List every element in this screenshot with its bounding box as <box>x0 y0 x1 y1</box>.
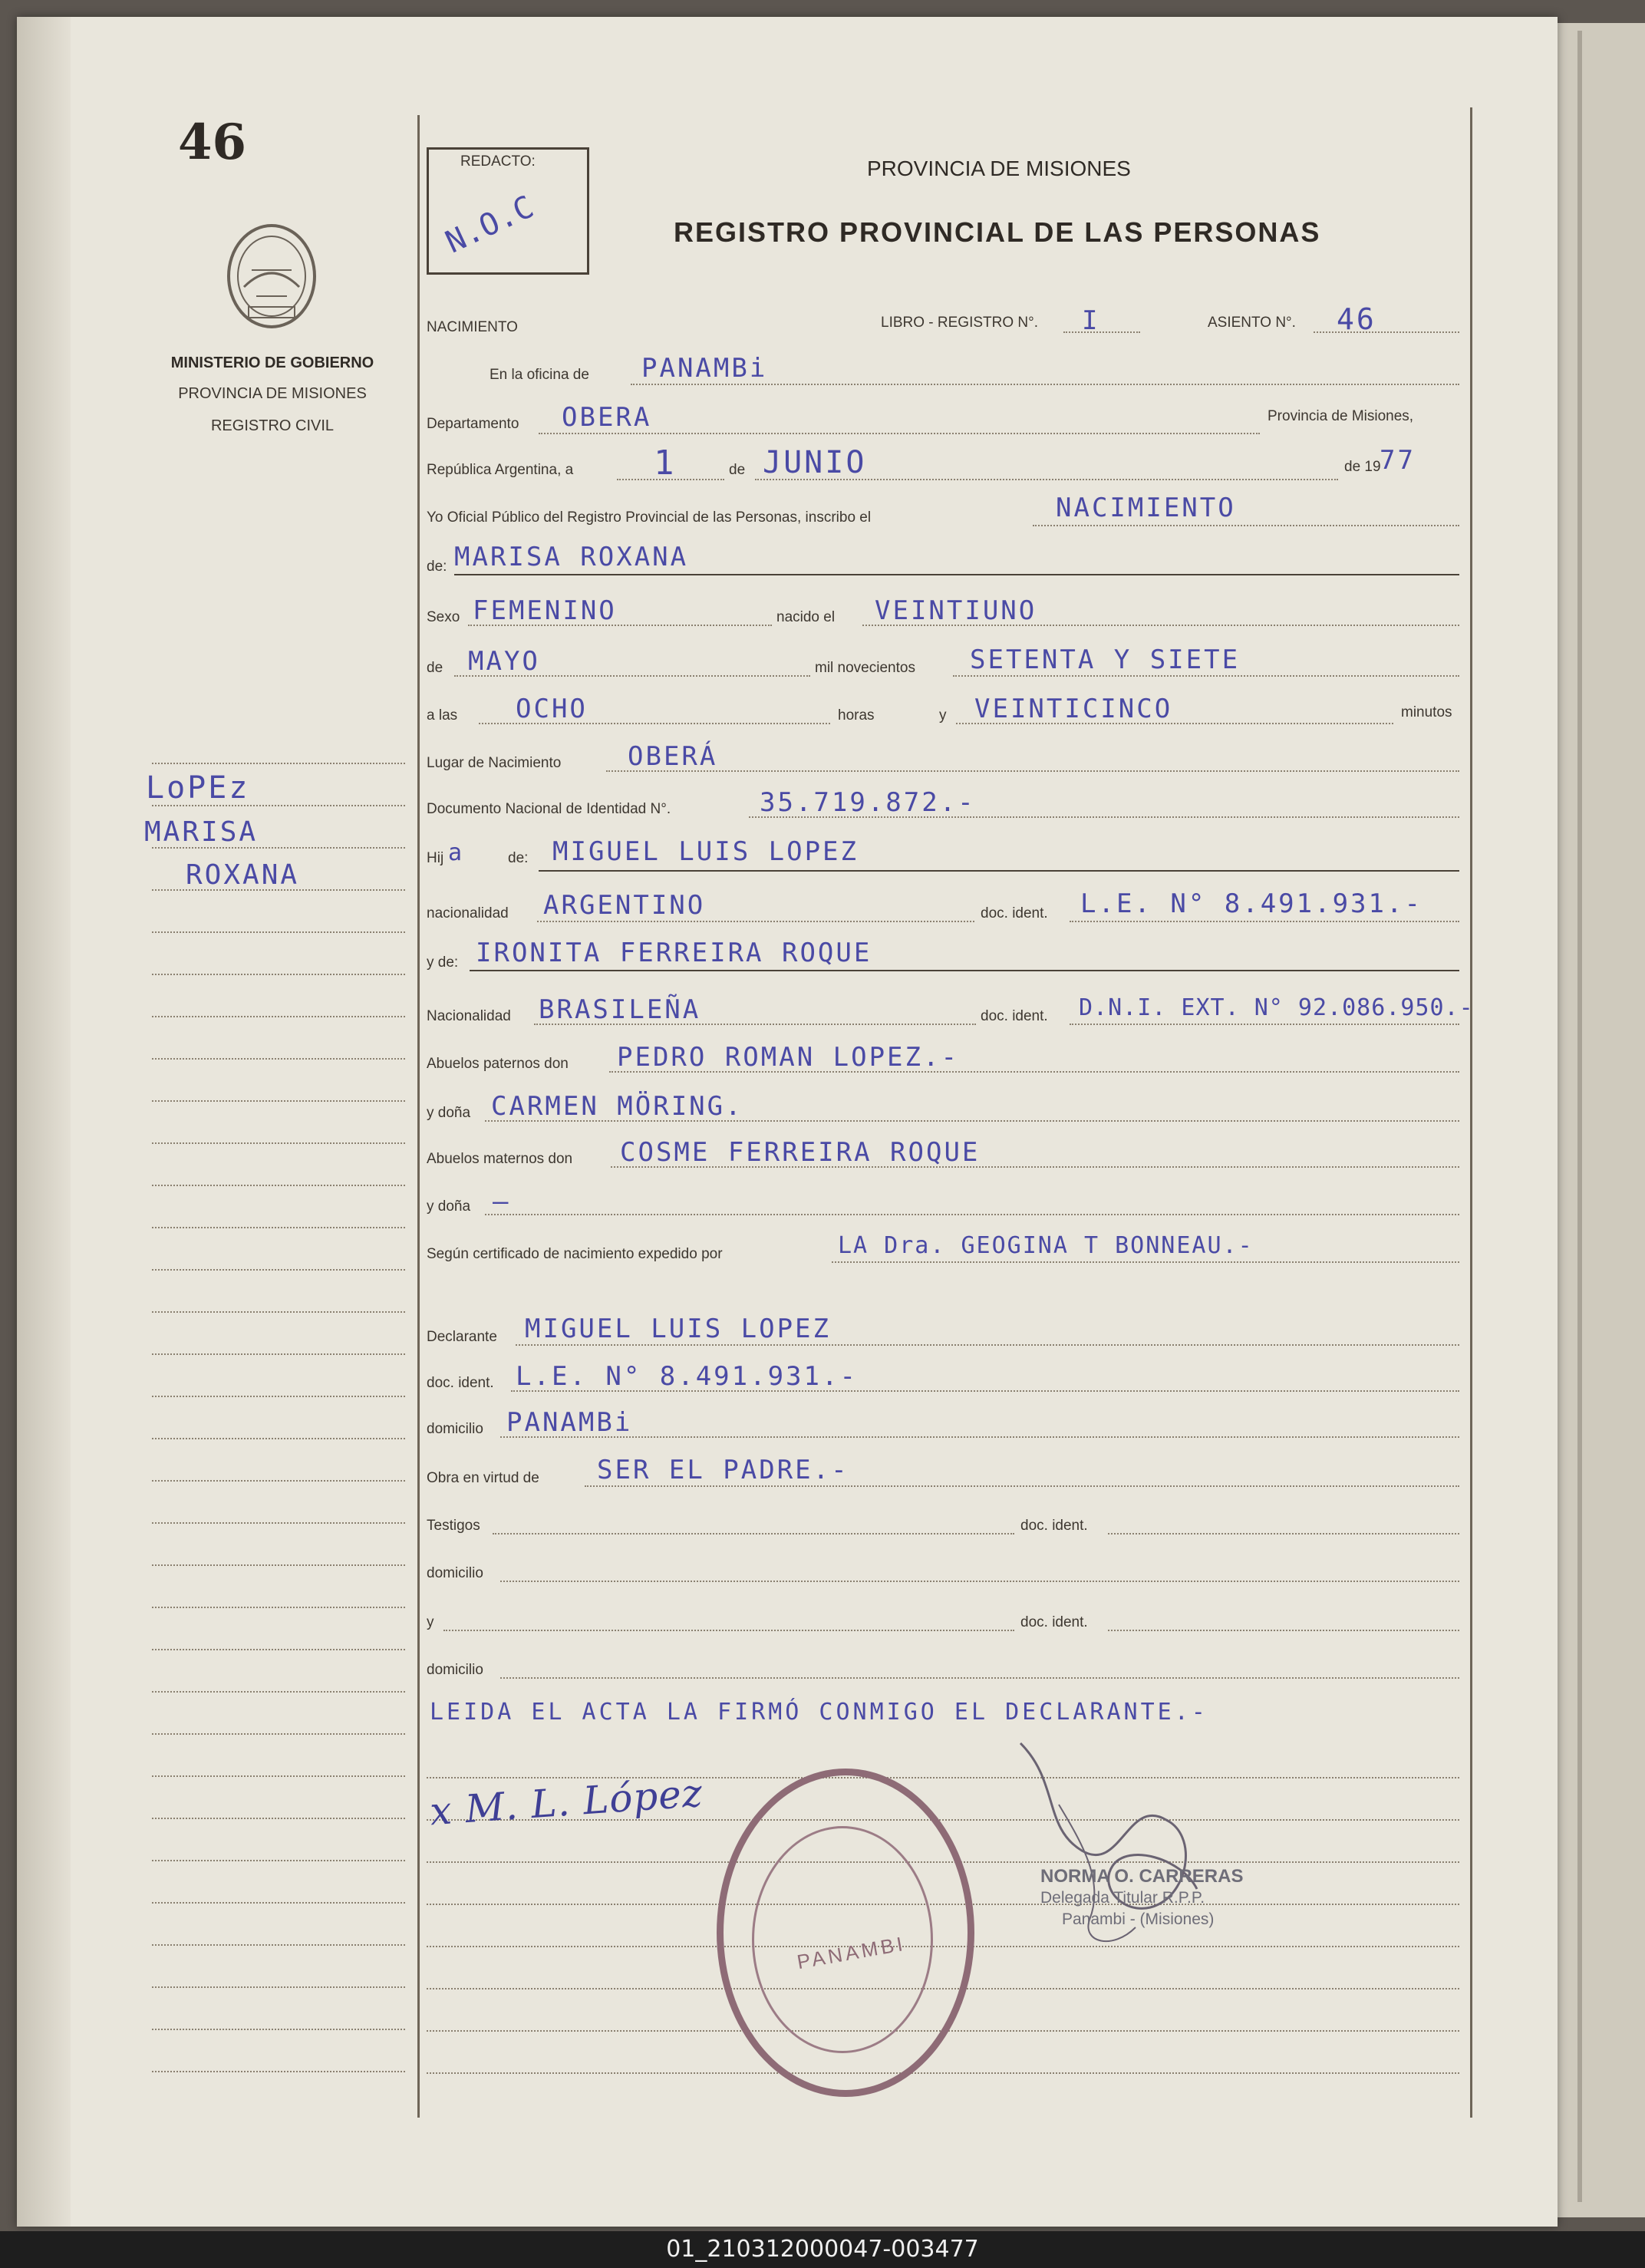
father-underline <box>539 870 1459 872</box>
witness2-line <box>443 1630 1014 1631</box>
margin-rule-line <box>152 1818 405 1819</box>
margin-rule-line <box>152 1522 405 1524</box>
obra-value: SER EL PADRE.- <box>597 1455 849 1485</box>
page-number: 46 <box>178 114 247 171</box>
margin-rule-line <box>152 1944 405 1946</box>
minutos-label: minutos <box>1401 704 1452 720</box>
margin-rule-line <box>152 1227 405 1228</box>
seal-place-text: PANAMBI <box>795 1931 908 1974</box>
asiento-label: ASIENTO N°. <box>1208 315 1296 331</box>
margin-rule-line <box>152 974 405 975</box>
father-doc-line <box>1070 921 1459 922</box>
mother-doc-line <box>1070 1024 1459 1025</box>
image-caption: 01_210312000047-003477 <box>0 2231 1645 2268</box>
day-de-label: de <box>729 462 746 478</box>
margin-rule-line <box>152 1902 405 1904</box>
margin-rule-line <box>152 1058 405 1060</box>
paternal-grandfather-label: Abuelos paternos don <box>427 1056 569 1072</box>
alas-label: a las <box>427 707 458 724</box>
margin-note-second-name: ROXANA <box>186 859 300 891</box>
witness1-address-line <box>500 1581 1459 1582</box>
oficina-value: PANAMBi <box>641 353 768 384</box>
father-doc-label: doc. ident. <box>981 905 1048 921</box>
certificate-value: LA Dra. GEOGINA T BONNEAU.- <box>838 1232 1254 1259</box>
libro-label: LIBRO - REGISTRO N°. <box>881 315 1039 331</box>
departamento-line <box>539 433 1260 434</box>
form-left-border <box>417 115 420 2118</box>
libro-line <box>1063 331 1140 333</box>
paternal-grandmother-label: y doña <box>427 1105 471 1121</box>
hora-value: OCHO <box>516 694 588 724</box>
dni-label: Documento Nacional de Identidad N°. <box>427 801 671 817</box>
nacido-value: VEINTIUNO <box>875 595 1037 626</box>
obra-line <box>585 1485 1459 1487</box>
margin-rule-line <box>152 1185 405 1186</box>
inscribo-label: Yo Oficial Público del Registro Provincial de las Personas, inscribo el <box>427 509 872 526</box>
mother-underline <box>470 970 1459 971</box>
month-value: JUNIO <box>763 445 867 480</box>
father-nationality-label: nacionalidad <box>427 905 509 921</box>
officer-name: NORMA O. CARRERAS <box>1040 1866 1244 1887</box>
certificate-label: Según certificado de nacimiento expedido por <box>427 1246 723 1262</box>
obra-label: Obra en virtud de <box>427 1470 539 1486</box>
officer-title: Delegada Titular R.P.P. <box>1040 1889 1205 1907</box>
margin-rule-line <box>152 1142 405 1144</box>
margin-rule-line <box>152 1733 405 1735</box>
redacto-initials: N.O.C <box>440 189 539 261</box>
inscribo-value: NACIMIENTO <box>1056 493 1236 523</box>
name-de-label: de: <box>427 559 447 575</box>
nacido-label: nacido el <box>776 609 836 625</box>
margin-rule-line <box>152 1775 405 1777</box>
witness1-doc-label: doc. ident. <box>1020 1518 1088 1534</box>
mother-doc-label: doc. ident. <box>981 1008 1048 1024</box>
name-underline <box>454 574 1459 575</box>
margin-rule-line <box>152 1269 405 1271</box>
father-name: MIGUEL LUIS LOPEZ <box>552 836 859 867</box>
witness1-doc-line <box>1108 1533 1459 1535</box>
margin-rule-line <box>152 763 405 764</box>
witness2-address-line <box>500 1677 1459 1679</box>
mother-nationality: BRASILEÑA <box>539 994 701 1025</box>
mil-value: SETENTA Y SIETE <box>970 644 1241 675</box>
mother-nationality-label: Nacionalidad <box>427 1008 511 1024</box>
witnesses-label: Testigos <box>427 1518 480 1534</box>
redacto-label: REDACTO: <box>460 153 536 170</box>
republica-label: República Argentina, a <box>427 462 574 478</box>
page-binding-shadow <box>17 17 71 2227</box>
registry-title: REGISTRO PROVINCIAL DE LAS PERSONAS <box>674 216 1321 248</box>
registry-seal-inner-ring <box>752 1826 933 2053</box>
witness1-address-label: domicilio <box>427 1565 483 1581</box>
closing-statement: LEIDA EL ACTA LA FIRMÓ CONMIGO EL DECLARANTE.- <box>430 1699 1208 1726</box>
margin-rule-line <box>152 931 405 933</box>
margin-rule-line <box>152 2071 405 2072</box>
margin-rule-line <box>152 1649 405 1650</box>
facing-page-edge <box>1558 23 1645 2217</box>
province-title: PROVINCIA DE MISIONES <box>867 157 1131 180</box>
officer-place: Panambi - (Misiones) <box>1062 1910 1215 1928</box>
margin-note-surname: LoPEz <box>146 770 250 806</box>
paternal-grandmother: CARMEN MÖRING. <box>491 1091 743 1122</box>
witness2-doc-label: doc. ident. <box>1020 1614 1088 1630</box>
margin-rule-line <box>152 1438 405 1439</box>
witness2-doc-line <box>1108 1630 1459 1631</box>
lugar-line <box>606 770 1459 772</box>
hora-label: horas <box>838 707 875 724</box>
hijo-suffix: a <box>448 839 465 866</box>
inscribo-line <box>1033 525 1459 526</box>
provincial-emblem-icon <box>221 216 322 331</box>
declarant-doc-label: doc. ident. <box>427 1375 494 1391</box>
declarant-label: Declarante <box>427 1329 497 1345</box>
certificate-line <box>832 1261 1459 1263</box>
mother-doc: D.N.I. EXT. N° 92.086.950.- <box>1079 994 1474 1021</box>
day-value: 1 <box>654 443 677 483</box>
year-value: 77 <box>1380 445 1416 476</box>
mes-de-label: de <box>427 660 443 676</box>
act-type-label: NACIMIENTO <box>427 319 518 335</box>
hijo-de-label: de: <box>508 850 529 866</box>
mil-label: mil novecientos <box>815 660 915 676</box>
witness2-y-label: y <box>427 1614 434 1630</box>
witness1-line <box>493 1533 1014 1535</box>
margin-rule-line <box>152 1016 405 1017</box>
y-label: y <box>939 707 947 724</box>
margin-note-first-name: MARISA <box>144 816 259 848</box>
margin-rule-line <box>152 1607 405 1608</box>
declarant-name: MIGUEL LUIS LOPEZ <box>525 1314 831 1344</box>
lugar-value: OBERÁ <box>628 741 718 772</box>
declarant-address: PANAMBi <box>506 1407 633 1438</box>
declarant-signature: x M. L. López <box>428 1770 704 1835</box>
father-nationality: ARGENTINO <box>543 890 706 921</box>
registered-name: MARISA ROXANA <box>454 542 689 572</box>
margin-rule-line <box>152 1480 405 1482</box>
margin-rule-line <box>152 1396 405 1397</box>
declarant-address-line <box>500 1436 1459 1438</box>
declarant-address-label: domicilio <box>427 1421 483 1437</box>
father-doc: L.E. N° 8.491.931.- <box>1080 888 1422 919</box>
declarant-doc: L.E. N° 8.491.931.- <box>516 1361 858 1392</box>
sexo-value: FEMENINO <box>473 595 617 626</box>
mil-line <box>953 675 1459 677</box>
ministry-registry: REGISTRO CIVIL <box>210 417 335 434</box>
facing-page-margin-line <box>1577 31 1582 2202</box>
margin-rule-line <box>152 1691 405 1693</box>
ministry-name: MINISTERIO DE GOBIERNO <box>170 354 374 371</box>
officer-signature-scribble <box>1013 1736 1228 1966</box>
departamento-value: OBERA <box>562 402 652 433</box>
mother-yde-label: y de: <box>427 954 459 971</box>
closing-rule-line <box>427 2072 1459 2074</box>
mother-name: IRONITA FERREIRA ROQUE <box>476 938 872 968</box>
lugar-label: Lugar de Nacimiento <box>427 755 562 771</box>
maternal-grandmother-label: y doña <box>427 1198 471 1215</box>
birth-month-value: MAYO <box>468 646 540 677</box>
margin-rule-line <box>152 1986 405 1988</box>
asiento-value: 46 <box>1337 302 1376 336</box>
maternal-grandfather-label: Abuelos maternos don <box>427 1151 573 1167</box>
margin-rule-line <box>152 1100 405 1102</box>
witness2-address-label: domicilio <box>427 1662 483 1678</box>
minutos-value: VEINTICINCO <box>974 694 1173 724</box>
sexo-label: Sexo <box>427 609 460 625</box>
margin-rule-line <box>152 1860 405 1861</box>
year-label: de 19 <box>1344 459 1381 475</box>
declarant-line <box>516 1344 1459 1346</box>
margin-rule-line <box>152 2029 405 2030</box>
hijo-label: Hij <box>427 850 444 866</box>
margin-rule-line <box>152 1311 405 1313</box>
oficina-label: En la oficina de <box>490 367 589 383</box>
oficina-line <box>631 384 1459 385</box>
asiento-line <box>1314 331 1459 333</box>
form-right-border <box>1470 107 1472 2118</box>
paternal-grandfather: PEDRO ROMAN LOPEZ.- <box>617 1042 959 1073</box>
provincia-suffix: Provincia de Misiones, <box>1268 408 1414 424</box>
ministry-province: PROVINCIA DE MISIONES <box>178 385 367 402</box>
maternal-grandmother-line <box>485 1214 1459 1215</box>
maternal-grandmother: — <box>493 1186 511 1217</box>
dni-value: 35.719.872.- <box>760 787 976 818</box>
libro-value: I <box>1082 305 1100 336</box>
margin-rule-line <box>152 1353 405 1355</box>
father-nationality-line <box>537 921 974 922</box>
margin-rule-line <box>152 1564 405 1566</box>
departamento-label: Departamento <box>427 416 519 432</box>
maternal-grandfather: COSME FERREIRA ROQUE <box>620 1137 981 1168</box>
